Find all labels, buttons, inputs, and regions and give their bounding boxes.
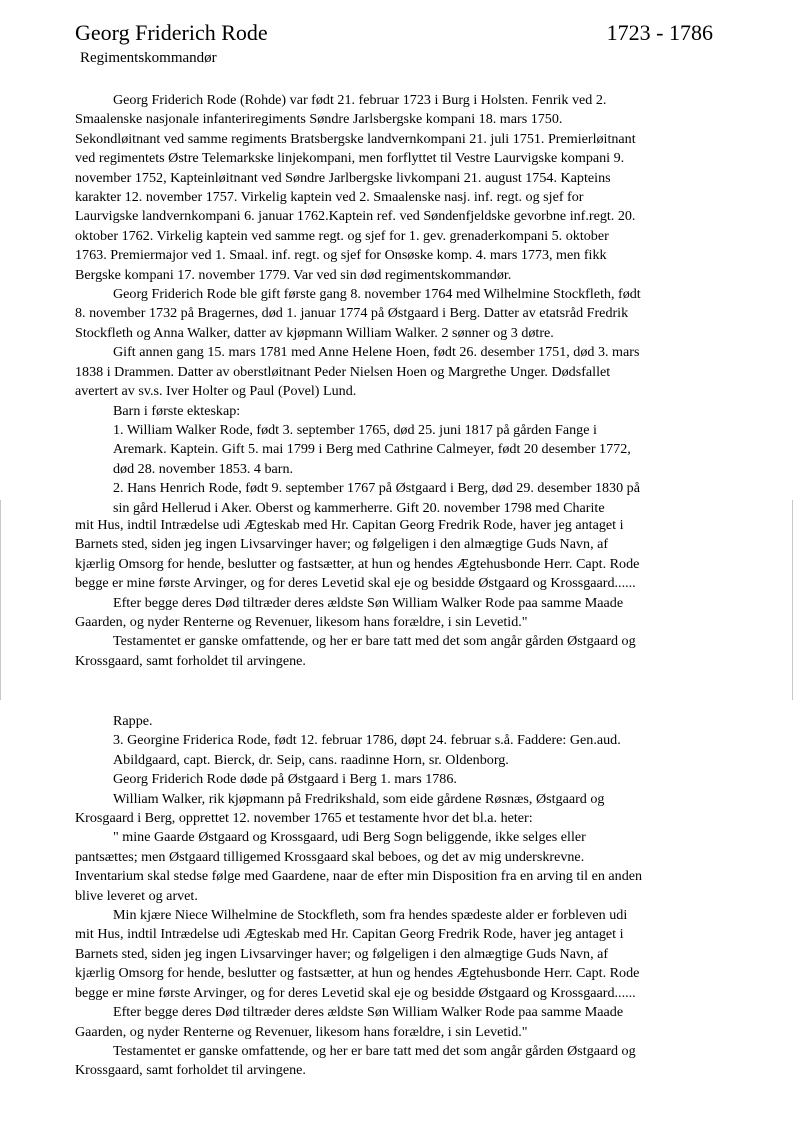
text-paragraph: Gift annen gang 15. mars 1781 med Anne Helene Hoen, født 26. desember 1751, død 3. mars 1838 i Drammen. Datter av oberstløitnant Peder Nielsen Hoen og Margrethe Unger. Dødsfallet avertert av sv.s. Iver Holter og Paul (Povel) Lund. — [75, 344, 640, 400]
text-paragraph: Min kjære Niece Wilhelmine de Stockfleth, som fra hendes spædeste alder er forbleven udi mit Hus, indtil Intrædelse udi Ægteskab med Hr. Capitan Georg Fredrik Rode, haver jeg antaget i Barnets sted, siden jeg ingen Livsarvinger haver; og følgeligen i den almægtige Guds Navn, af kjærlig Omsorg for hende, beslutter og fastsætter, at hun og hendes Ægtehusbonde Herr. Capt. Rode begge er mine første Arvinger, og for deres Levetid skal eje og besidde Østgaard og Krossgaard...... — [75, 907, 640, 1001]
child-entry-paragraph: 2. Hans Henrich Rode, født 9. september 1767 på Østgaard i Berg, død 29. desember 1830 på sin gård Hellerud i Aker. Oberst og kammerherre. Gift 20. november 1798 med Charite — [113, 480, 640, 515]
child-entry-paragraph: Rappe. — [113, 713, 153, 729]
text-paragraph: Georg Friderich Rode ble gift første gang 8. november 1764 med Wilhelmine Stockfleth, født 8. november 1732 på Bragernes, død 1. januar 1774 på Østgaard i Berg. Datter av etatsråd Fredrik Stockfleth og Anna Walker, datter av kjøpmann William Walker. 2 sønner og 3 døtre. — [75, 286, 641, 341]
text-paragraph: Testamentet er ganske omfattende, og her er bare tatt med det som angår gården Østgaard og Krossgaard, samt forholdet til arvingene. — [75, 1042, 636, 1079]
text-paragraph: " mine Gaarde Østgaard og Krossgaard, udi Berg Sogn beliggende, ikke selges eller pantsættes; men Østgaard tilligemed Krossgaard skal beboes, og det av mig underskrevne. Inventarium skal stedse følge med Gaardene, naar de efter min Disposition fra en arving til en anden blive leveret og arvet. — [75, 829, 643, 904]
text-paragraph: Barn i første ekteskap: — [113, 402, 241, 419]
page-edge-left — [0, 500, 1, 700]
testament-excerpt-section — [75, 516, 725, 671]
biography-section — [75, 91, 725, 515]
text-paragraph: Testamentet er ganske omfattende, og her er bare tatt med det som angår gården Østgaard og Krossgaard, samt forholdet til arvingene. — [75, 633, 636, 669]
rank-subtitle: Regimentskommandør — [80, 50, 217, 66]
text-paragraph: mit Hus, indtil Intrædelse udi Ægteskab med Hr. Capitan Georg Fredrik Rode, haver jeg antaget i Barnets sted, siden jeg ingen Livsarvinger haver; og følgeligen i den almægtige Guds Navn, af kjærlig Omsorg for hende, beslutter og fastsætter, at hun og hendes Ægtehusbonde Herr. Capt. Rode begge er mine første Arvinger, og for deres Levetid skal eje og besidde Østgaard og Krossgaard...... — [75, 517, 640, 592]
text-paragraph: Efter begge deres Død tiltræder deres ældste Søn William Walker Rode paa samme Maade Gaarden, og nyder Renterne og Revenuer, likesom hans forældre, i sin Levetid." — [75, 1004, 624, 1040]
text-paragraph: Georg Friderich Rode døde på Østgaard i Berg 1. mars 1786. — [113, 771, 457, 788]
person-name-heading: Georg Friderich Rode — [75, 20, 268, 45]
children-and-testament-section — [75, 712, 725, 1081]
lifespan-years: 1723 - 1786 — [606, 20, 713, 45]
child-entry-paragraph: 3. Georgine Friderica Rode, født 12. februar 1786, døpt 24. februar s.å. Faddere: Gen.aud. Abildgaard, capt. Bierck, dr. Seip, cans. raadinne Horn, sr. Oldenborg. — [113, 732, 621, 768]
child-entry-paragraph: 1. William Walker Rode, født 3. september 1765, død 25. juni 1817 på gården Fange i Aremark. Kaptein. Gift 5. mai 1799 i Berg med Cathrine Calmeyer, født 20 desember 1772, død 28. november 1853. 4 barn. — [113, 421, 631, 477]
text-paragraph: Georg Friderich Rode (Rohde) var født 21. februar 1723 i Burg i Holsten. Fenrik ved 2. Smaalenske nasjonale infanteriregiments Søndre Jarlsbergske kompani 18. mars 1750. Sekondløitnant ved samme regiments Bratsbergske landvernkompani 21. juli 1751. Premierløitnant ved regimentets Østre Telemarkske linjekompani, men forflyttet til Vestre Laurvigske kompani 9. november 1752, Kapteinløitnant ved Søndre Jarlbergske livkompani 21. august 1754. Kapteins karakter 12. november 1757. Virkelig kaptein ved 2. Smaalenske nasj. inf. regt. og sjef for Laurvigske landvernkompani 6. januar 1762.Kaptein ref. ved Søndenfjeldske gevorbne inf.regt. 20. oktober 1762. Virkelig kaptein ved samme regt. og sjef for 1. gev. grenaderkompani 5. oktober 1763. Premiermajor ved 1. Smaal. inf. regt. og sjef for Onsøske komp. 4. mars 1773, men fikk Bergske kompani 17. november 1779. Var ved sin død regimentskommandør. — [75, 92, 636, 283]
text-paragraph: William Walker, rik kjøpmann på Fredrikshald, som eide gårdene Røsnæs, Østgaard og Krosgaard i Berg, opprettet 12. november 1765 et testamente hvor det bl.a. heter: — [75, 790, 605, 827]
text-paragraph: Efter begge deres Død tiltræder deres ældste Søn William Walker Rode paa samme Maade Gaarden, og nyder Renterne og Revenuer, likesom hans forældre, i sin Levetid." — [75, 594, 624, 631]
